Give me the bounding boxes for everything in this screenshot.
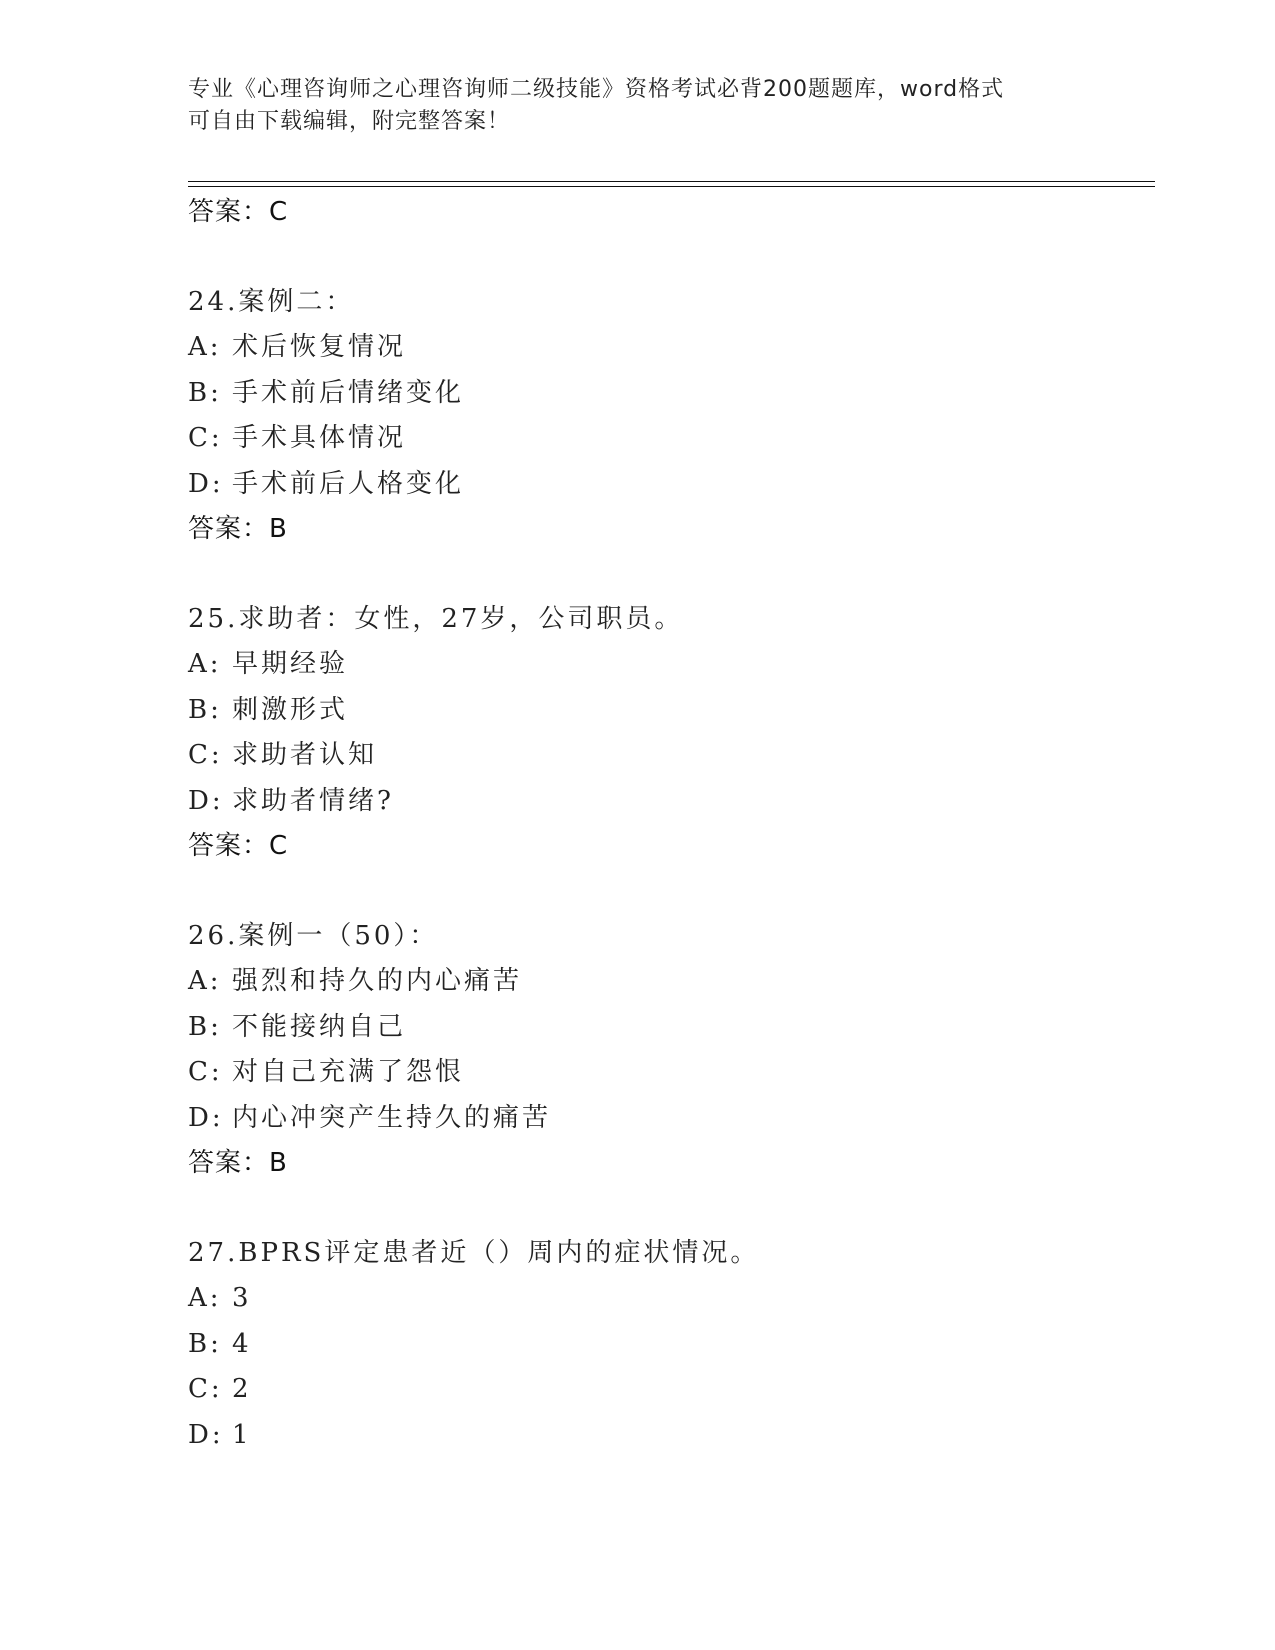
option-d	[188, 462, 1148, 508]
option-a	[188, 1276, 1148, 1322]
header-divider-top	[188, 181, 1155, 182]
option-b	[188, 1322, 1148, 1368]
option-text: 术后恢复情况	[232, 332, 407, 362]
option-text: 求助者情绪?	[232, 785, 394, 816]
option-text: 手术前后情绪变化	[232, 377, 465, 408]
answer-line: 答案：C	[188, 197, 289, 227]
option-text: 内心冲突产生持久的痛苦	[232, 1102, 552, 1133]
option-text: 4	[232, 1328, 252, 1359]
question-title: 25.求助者：女性，27岁，公司职员。	[188, 603, 684, 634]
option-label: C:	[188, 1057, 223, 1087]
option-text: 不能接纳自己	[232, 1011, 407, 1042]
question-title: 26.案例一（50）：	[188, 920, 439, 951]
question-title: 24.案例二：	[188, 286, 355, 317]
option-label: B:	[188, 1011, 222, 1042]
option-text: 求助者认知	[232, 740, 378, 770]
option-d	[188, 1096, 1148, 1142]
option-label: A:	[188, 332, 222, 362]
question-block-26	[188, 914, 1148, 1187]
option-text: 早期经验	[232, 649, 349, 679]
answer-line: 答案：B	[188, 1148, 288, 1178]
option-c	[188, 416, 1148, 462]
option-b	[188, 688, 1148, 734]
option-label: C:	[188, 423, 223, 453]
spacer	[188, 236, 1148, 280]
spacer	[188, 870, 1148, 914]
option-label: A:	[188, 1283, 222, 1313]
option-text: 刺激形式	[232, 694, 349, 725]
header-title-line-1: 专业《心理咨询师之心理咨询师二级技能》资格考试必背200题题库，word格式	[188, 77, 1005, 102]
option-label: D:	[188, 785, 224, 816]
option-a	[188, 959, 1148, 1005]
option-label: C:	[188, 740, 223, 770]
option-label: A:	[188, 966, 222, 996]
document-header	[188, 74, 1068, 138]
option-text: 2	[232, 1374, 252, 1404]
option-c	[188, 733, 1148, 779]
option-label: D:	[188, 1419, 224, 1450]
option-c	[188, 1050, 1148, 1096]
option-d	[188, 1413, 1148, 1459]
option-b	[188, 1005, 1148, 1051]
option-a	[188, 325, 1148, 371]
header-divider-bottom	[188, 186, 1155, 187]
answer-line: 答案：C	[188, 831, 289, 861]
option-text: 强烈和持久的内心痛苦	[232, 966, 523, 996]
option-label: C:	[188, 1374, 223, 1404]
option-text: 对自己充满了怨恨	[232, 1057, 465, 1087]
option-d	[188, 779, 1148, 825]
option-label: A:	[188, 649, 222, 679]
question-block-27	[188, 1231, 1148, 1459]
option-a	[188, 642, 1148, 688]
header-title-line-2: 可自由下载编辑，附完整答案！	[188, 109, 511, 134]
question-block-24	[188, 280, 1148, 553]
option-label: D:	[188, 468, 224, 499]
option-text: 手术前后人格变化	[232, 468, 465, 499]
option-text: 1	[232, 1419, 252, 1450]
question-title: 27.BPRS评定患者近（）周内的症状情况。	[188, 1237, 760, 1268]
option-text: 3	[232, 1283, 252, 1313]
question-list	[188, 190, 1148, 1458]
option-label: D:	[188, 1102, 224, 1133]
option-label: B:	[188, 694, 222, 725]
option-c	[188, 1367, 1148, 1413]
option-text: 手术具体情况	[232, 423, 407, 453]
option-label: B:	[188, 1328, 222, 1359]
question-block-25	[188, 597, 1148, 870]
option-label: B:	[188, 377, 222, 408]
answer-line: 答案：B	[188, 514, 288, 544]
spacer	[188, 553, 1148, 597]
option-b	[188, 371, 1148, 417]
spacer	[188, 1187, 1148, 1231]
